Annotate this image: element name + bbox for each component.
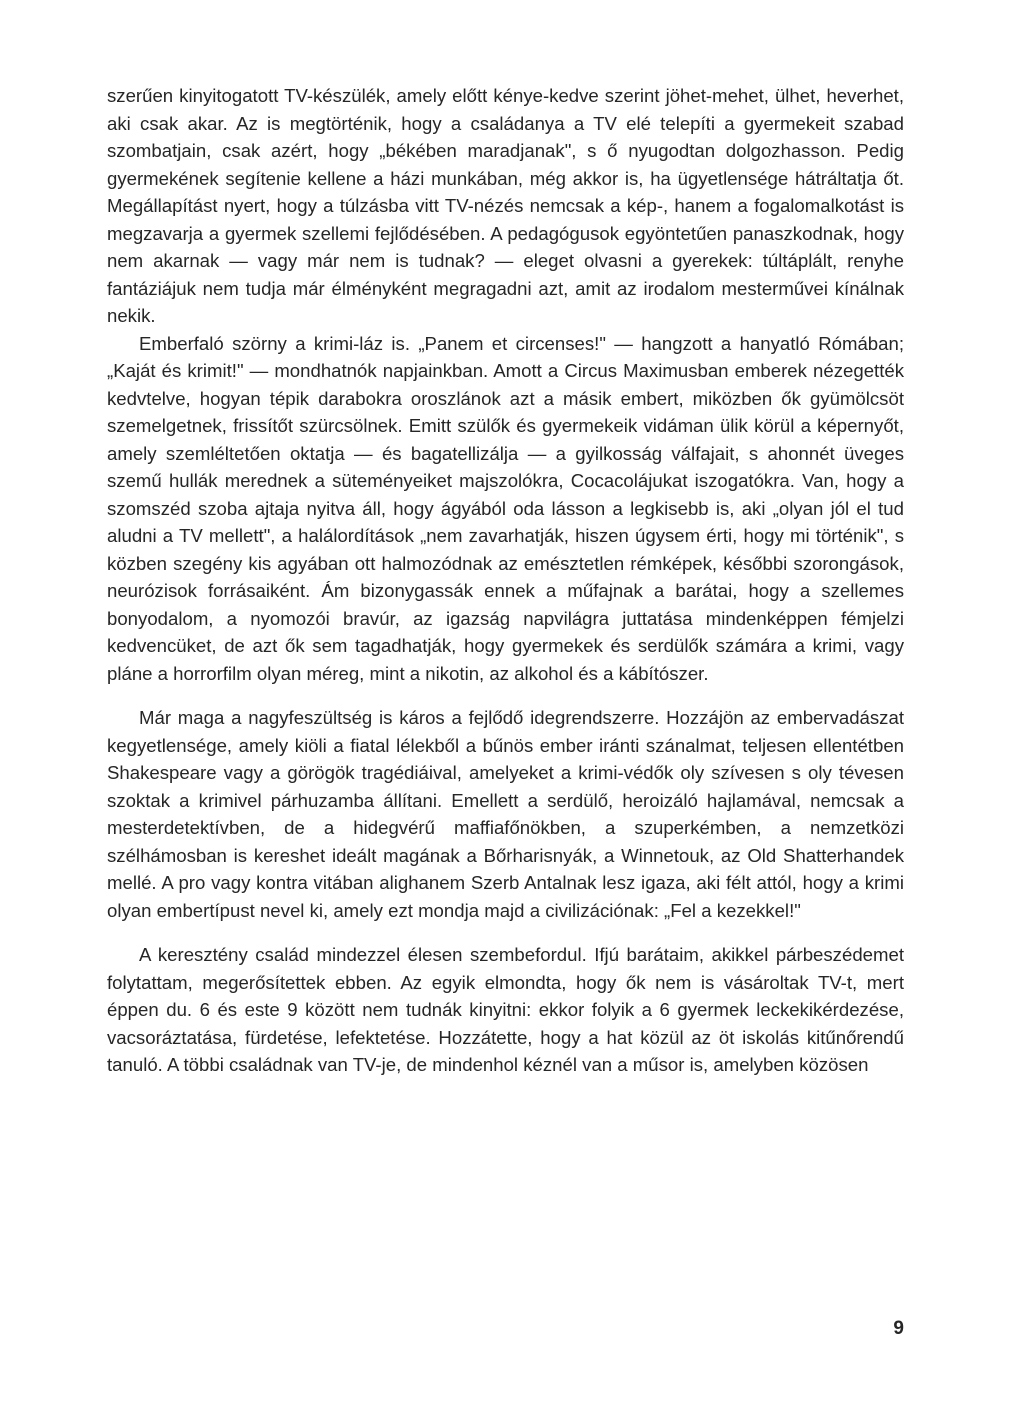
paragraph-1: szerűen kinyitogatott TV-készülék, amely előtt kénye-kedve szerint jöhet-mehet, ülhet, heverhet, aki csak akar. Az is megtörténik, hogy a családanya a TV elé telepíti a gyermekeit szabad szombatjain, csak azért, hogy „békében maradjanak", s ő nyugodtan dolgozhasson. Pedig gyermekének segítenie kellene a házi munkában, még akkor is, ha ügyetlensége hátráltatja őt. Megállapítást nyert, hogy a túlzásba vitt TV-nézés nemcsak a kép-, hanem a fogalomalkotást is megzavarja a gyermek szellemi fejlődésében. A pedagógusok egyöntetűen panaszkodnak, hogy nem akarnak — vagy már nem is tudnak? — eleget olvasni a gyerekek: túltáplált, renyhe fantáziájuk nem tudja már élményként megragadni azt, amit az irodalom mesterművei kínálnak nekik.: [107, 85, 904, 326]
paragraph-2: Emberfaló szörny a krimi-láz is. „Panem et circenses!" — hangzott a hanyatló Rómában; „Kaját és krimit!" — mondhatnók napjainkban. Amott a Circus Maximusban emberek nézegették kedvtelve, hogyan tépik darabokra oroszlánok azt a másik embert, miközben ők gyümölcsöt szemelgetnek, frissítőt szürcsölnek. Emitt szülők és gyermekeik vidáman ülik körül a képernyőt, amely szemléltetően oktatja — és bagatellizálja — a gyilkosság válfajait, s ahonnét üveges szemű hullák merednek a süteményeiket majszolókra, Cocacolájukat iszogatókra. Van, hogy a szomszéd szoba ajtaja nyitva áll, hogy ágyából oda lásson a legkisebb is, aki „olyan jól el tud aludni a TV mellett", a halálordítások „nem zavarhatják, hiszen úgysem érti, hogy mi történik", s közben szegény kis agyában ott halmozódnak az emésztetlen rémképek, későbbi szorongások, neurózisok forrásaiként. Ám bizonygassák ennek a műfajnak a barátai, hogy a szellemes bonyodalom, a nyomozói bravúr, az igazság napvilágra juttatása mindenképpen fémjelzi kedvencüket, de azt ők sem tagadhatják, hogy gyermekek és serdülők számára a krimi, vagy pláne a horrorfilm olyan méreg, mint a nikotin, az alkohol és a kábítószer.: [107, 332, 904, 684]
paragraph-4: A keresztény család mindezzel élesen szembefordul. Ifjú barátaim, akikkel párbeszédemet folytattam, megerősítettek ebben. Az egyik elmondta, hogy ők nem is vásároltak TV-t, mert éppen du. 6 és este 9 között nem tudnák kinyitni: ekkor folyik a 6 gyermek leckekikérdezése, vacsoráztatása, fürdetése, lefektetése. Hozzátette, hogy a hat közül az öt iskolás kitűnőrendű tanuló. A többi családnak van TV-je, de mindenhol kéznél van a műsor is, amelyben közösen: [107, 944, 904, 1075]
paragraph-3: Már maga a nagyfeszültség is káros a fejlődő idegrendszerre. Hozzájön az embervadászat kegyetlensége, amely kiöli a fiatal lélekből a bűnös ember iránti szánalmat, teljesen ellentétben Shakespeare vagy a görögök tragédiáival, amelyeket a krimi-védők oly szívesen s oly tévesen szoktak a krimivel párhuzamba állítani. Emellett a serdülő, heroizáló hajlamával, nemcsak a mesterdetektívben, de a hidegvérű maffiafőnökben, a szuperkémben, a nemzetközi szélhámosban is kereshet ideált magának a Bőrharisnyák, a Winnetouk, az Old Shatterhandek mellé. A pro vagy kontra vitában alighanem Szerb Antalnak lesz igaza, aki félt attól, hogy a krimi olyan embertípust nevel ki, amely ezt mondja majd a civilizációnak: „Fel a kezekkel!": [107, 707, 904, 921]
page-number: 9: [893, 1318, 904, 1339]
page-body: [107, 82, 904, 1079]
